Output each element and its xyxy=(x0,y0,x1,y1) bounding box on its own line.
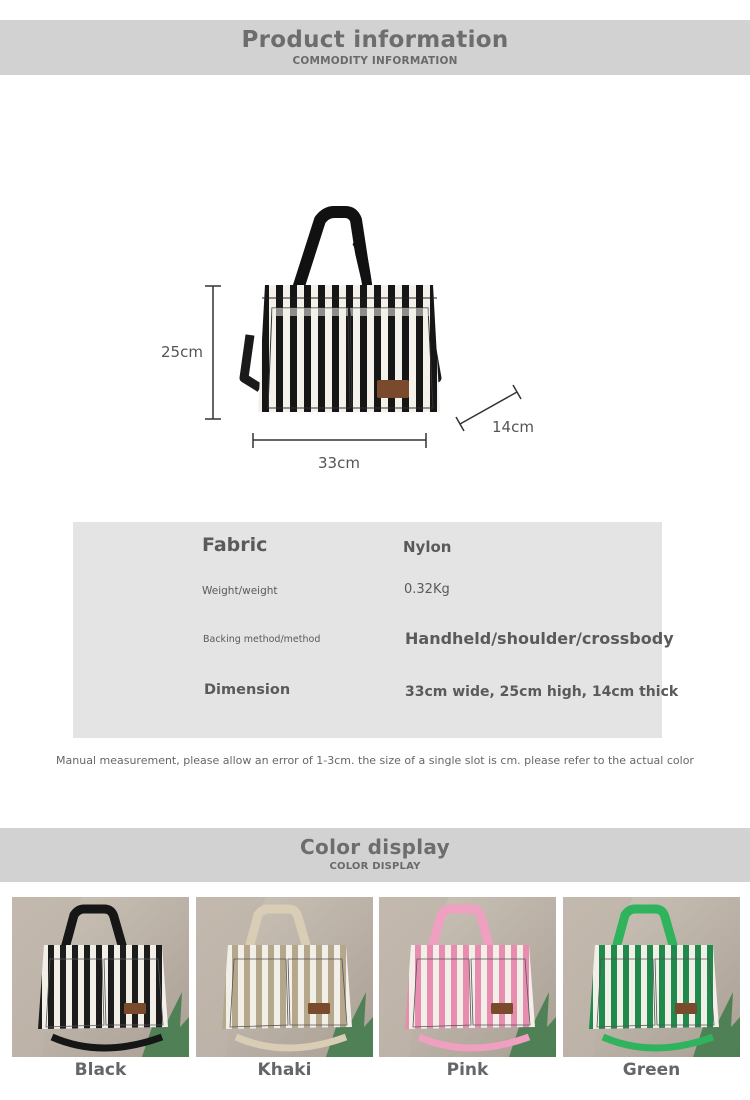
width-label: 33cm xyxy=(318,454,360,472)
spec-value-dimension: 33cm wide, 25cm high, 14cm thick xyxy=(405,684,679,700)
spec-value-weight: 0.32Kg xyxy=(404,582,450,597)
color-display-title: Color display xyxy=(300,835,450,859)
product-info-subtitle: COMMODITY INFORMATION xyxy=(292,55,458,67)
color-swatch-pink[interactable] xyxy=(379,897,556,1057)
spec-label-fabric: Fabric xyxy=(202,534,268,556)
spec-value-backing: Handheld/shoulder/crossbody xyxy=(405,629,674,648)
color-display-subtitle: COLOR DISPLAY xyxy=(329,861,421,872)
depth-label: 14cm xyxy=(492,418,534,436)
color-label-pink: Pink xyxy=(446,1060,489,1080)
measurement-note: Manual measurement, please allow an error of 1-3cm. the size of a single slot is cm. please refer to the actual color xyxy=(56,754,694,767)
color-display-banner xyxy=(0,828,750,882)
product-info-title: Product information xyxy=(241,27,509,53)
bag-dimension-figure xyxy=(150,200,570,500)
color-swatch-green[interactable] xyxy=(563,897,740,1057)
spec-table xyxy=(73,522,679,738)
height-label: 25cm xyxy=(161,343,203,361)
color-label-khaki: Khaki xyxy=(257,1060,312,1080)
product-info-banner xyxy=(0,20,750,75)
spec-label-dimension: Dimension xyxy=(204,682,291,698)
color-label-green: Green xyxy=(622,1060,681,1080)
color-swatch-khaki[interactable] xyxy=(196,897,373,1057)
spec-label-backing: Backing method/method xyxy=(203,634,321,645)
spec-label-weight: Weight/weight xyxy=(202,585,278,597)
brand-patch xyxy=(377,380,409,398)
color-label-black: Black xyxy=(74,1060,127,1080)
spec-value-fabric: Nylon xyxy=(403,538,452,556)
color-swatch-black[interactable] xyxy=(12,897,189,1057)
bag-illustration xyxy=(150,200,570,500)
